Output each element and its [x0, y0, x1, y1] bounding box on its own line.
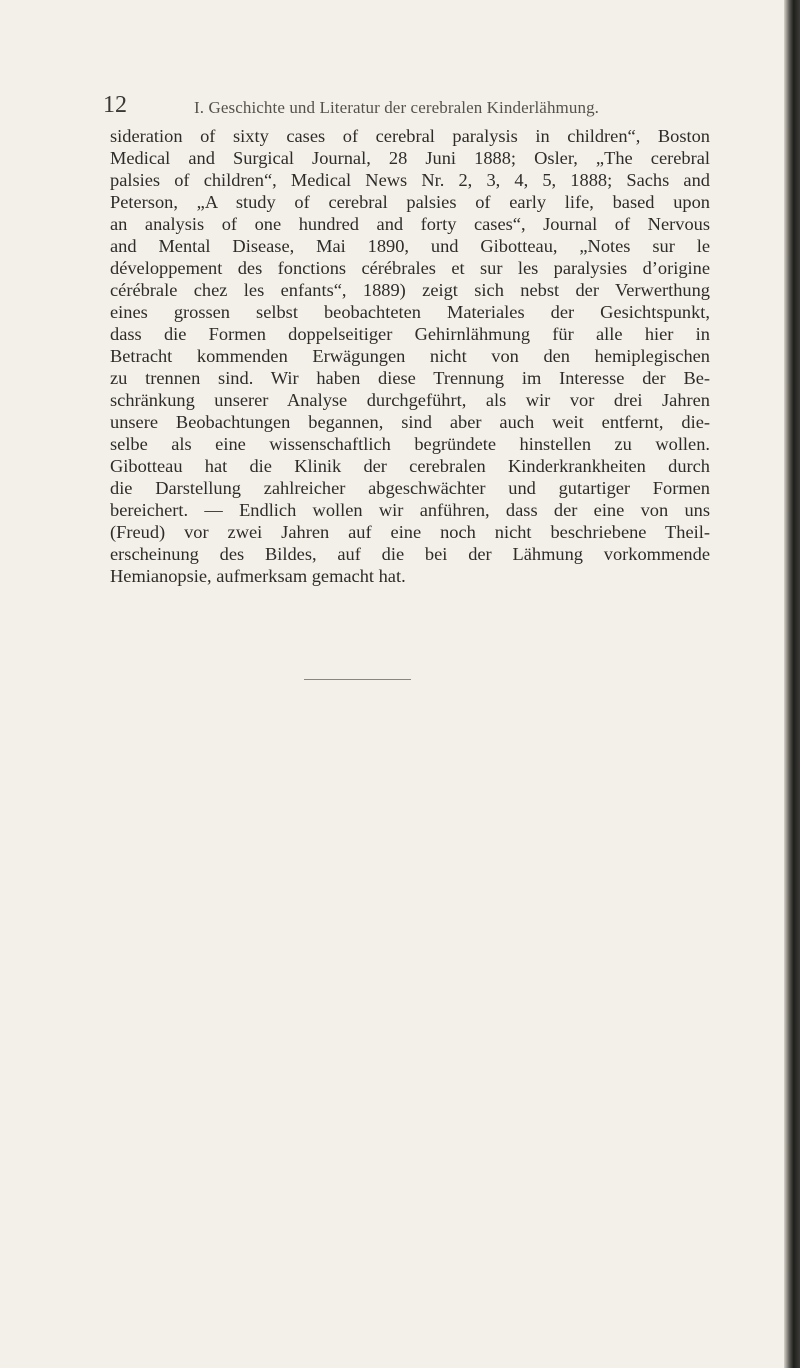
- text-line: bereichert. — Endlich wollen wir anführen, dass der eine von uns: [110, 500, 710, 520]
- text-line: (Freud) vor zwei Jahren auf eine noch nicht beschriebene Theil-: [110, 522, 710, 542]
- text-line: selbe als eine wissenschaftlich begründete hinstellen zu wollen.: [110, 434, 710, 454]
- text-line: Hemianopsie, aufmerksam gemacht hat.: [110, 566, 406, 586]
- text-line: développement des fonctions cérébrales et sur les paralysies d’origine: [110, 258, 710, 278]
- footnote-divider: [304, 679, 411, 680]
- book-edge-shadow: [784, 0, 800, 1368]
- text-line: Medical and Surgical Journal, 28 Juni 1888; Osler, „The cerebral: [110, 148, 710, 168]
- text-line: an analysis of one hundred and forty cases“, Journal of Nervous: [110, 214, 710, 234]
- text-line: Peterson, „A study of cerebral palsies of early life, based upon: [110, 192, 710, 212]
- text-line: dass die Formen doppelseitiger Gehirnlähmung für alle hier in: [110, 324, 710, 344]
- text-line: and Mental Disease, Mai 1890, und Gibotteau, „Notes sur le: [110, 236, 710, 256]
- text-line: unsere Beobachtungen begannen, sind aber auch weit entfernt, die-: [110, 412, 710, 432]
- text-line: cérébrale chez les enfants“, 1889) zeigt sich nebst der Verwerthung: [110, 280, 710, 300]
- text-line: die Darstellung zahlreicher abgeschwächter und gutartiger Formen: [110, 478, 710, 498]
- running-head: I. Geschichte und Literatur der cerebralen Kinderlähmung.: [194, 98, 600, 117]
- text-line: erscheinung des Bildes, auf die bei der Lähmung vorkommende: [110, 544, 710, 564]
- text-line: eines grossen selbst beobachteten Materiales der Gesichtspunkt,: [110, 302, 710, 322]
- text-line: Betracht kommenden Erwägungen nicht von den hemiplegischen: [110, 346, 710, 366]
- body-text: [110, 125, 710, 587]
- text-line: Gibotteau hat die Klinik der cerebralen Kinderkrankheiten durch: [110, 456, 710, 476]
- text-line: zu trennen sind. Wir haben diese Trennung im Interesse der Be-: [110, 368, 710, 388]
- text-line: schränkung unserer Analyse durchgeführt, als wir vor drei Jahren: [110, 390, 710, 410]
- text-line: sideration of sixty cases of cerebral paralysis in children“, Boston: [110, 126, 710, 146]
- text-line: palsies of children“, Medical News Nr. 2, 3, 4, 5, 1888; Sachs and: [110, 170, 710, 190]
- page-number: 12: [103, 92, 127, 118]
